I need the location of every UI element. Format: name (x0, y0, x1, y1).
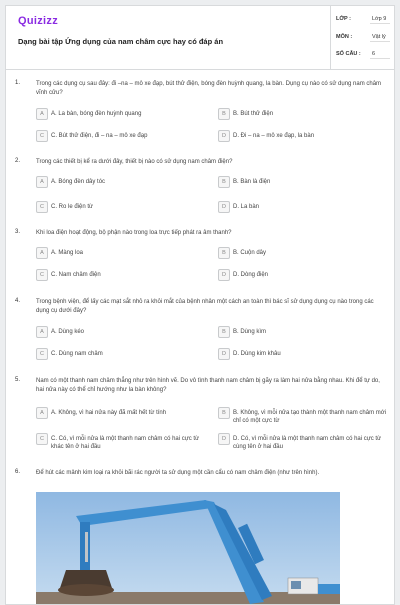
option-text: A. Không, vì hai nửa này đã mất hết từ tính (51, 410, 167, 416)
question-number: 1. (15, 80, 21, 86)
option-letter: D (218, 269, 230, 281)
option-text: B. Bàn là điện (233, 179, 271, 185)
option-letter: A (36, 176, 48, 188)
option-letter: B (218, 326, 230, 338)
meta-grade (336, 16, 392, 26)
worksheet-header (6, 6, 394, 70)
meta-value: 6 (370, 51, 390, 59)
meta-subject (336, 34, 392, 44)
option-letter: A (36, 108, 48, 120)
option-letter: C (36, 201, 48, 213)
question-number: 5. (15, 377, 21, 383)
option-letter: C (36, 348, 48, 360)
option-text: D. Đi – na – mô xe đạp, la bàn (233, 133, 315, 139)
option-text: A. Màng loa (51, 250, 84, 256)
meta-label: SỐ CÂU : (336, 51, 361, 57)
option-text: D. Có, vì mỗi nửa là một thanh nam châm có hai cực từ cùng tên ở hai đầu (233, 436, 382, 450)
option-text: B. Bút thử điện (233, 111, 274, 117)
option-letter: B (218, 108, 230, 120)
question-text: Trong các dụng cụ sau đây: đi –na – mô xe đạp, bút thử điện, bóng đèn huỳnh quang, la bàn. Dụng cụ nào có sử dụng nam châm vĩnh cửu? (36, 81, 382, 96)
option-text: D. Dùng kim khâu (233, 351, 281, 357)
option-letter: A (36, 247, 48, 259)
option-text: B. Cuộn dây (233, 250, 267, 256)
option-letter: D (218, 201, 230, 213)
option-letter: B (218, 247, 230, 259)
question-number: 2. (15, 158, 21, 164)
option-text: C. Nam châm điện (51, 272, 101, 278)
page-title: Dạng bài tập Ứng dụng của nam châm cực hay có đáp án (18, 37, 224, 46)
option-text: A. La bàn, bóng đèn huỳnh quang (51, 111, 142, 117)
header-divider (330, 6, 331, 70)
question-text: Khi loa điện hoạt động, bộ phận nào trong loa trực tiếp phát ra âm thanh? (36, 230, 232, 236)
option-letter: D (218, 433, 230, 445)
option-text: B. Dùng kìm (233, 329, 267, 335)
question-text: Nam có một thanh nam châm thẳng như trên hình vẽ. Do vô tình thanh nam châm bị gãy ra làm hai nửa bằng nhau. Khi để tự do, hai nửa này có thể chỉ hướng như la bàn không? (36, 378, 380, 393)
option-letter: C (36, 433, 48, 445)
option-text: C. Dùng nam châm (51, 351, 103, 357)
option-letter: D (218, 348, 230, 360)
option-letter: A (36, 326, 48, 338)
question-number: 4. (15, 298, 21, 304)
option-text: D. La bàn (233, 204, 260, 210)
option-text: C. Bút thử điện, đi – na – mô xe đạp (51, 133, 148, 139)
option-letter: B (218, 176, 230, 188)
meta-label: MÔN : (336, 34, 353, 40)
meta-value: Lớp 9 (370, 16, 390, 24)
meta-count (336, 51, 392, 61)
crane-photo (36, 492, 340, 605)
option-letter: D (218, 130, 230, 142)
option-text: C. Ro le điện từ (51, 204, 94, 210)
question-number: 3. (15, 229, 21, 235)
option-text: A. Bóng đèn dây tóc (51, 179, 106, 185)
worksheet (5, 5, 395, 605)
meta-value: Vật lý (370, 34, 390, 42)
question-number: 6. (15, 469, 21, 475)
question-text: Để hút các mảnh kim loại ra khỏi bãi rác người ta sử dụng một cần cẩu có nam châm điện (như trên hình). (36, 470, 320, 476)
crane-illustration (36, 492, 340, 605)
question-text: Trong bệnh viện, để lấy các mạt sắt nhỏ ra khỏi mắt của bệnh nhân một cách an toàn thì bác sĩ sử dụng dụng cụ nào trong các dụng cụ dưới đây? (36, 299, 374, 314)
option-letter: B (218, 407, 230, 419)
option-text: C. Có, vì mỗi nửa là một thanh nam châm có hai cực từ khác tên ở hai đầu (51, 436, 200, 450)
option-text: A. Dùng kéo (51, 329, 85, 335)
question-text: Trong các thiết bị kể ra dưới đây, thiết bị nào có sử dụng nam châm điện? (36, 159, 233, 165)
option-text: D. Dòng điện (233, 272, 269, 278)
quizizz-logo: Quizizz (18, 15, 58, 27)
meta-label: LỚP : (336, 16, 351, 22)
option-letter: C (36, 269, 48, 281)
option-letter: C (36, 130, 48, 142)
option-text: B. Không, vì mỗi nửa tạo thành một thanh nam châm mới chỉ có một cực từ (233, 410, 387, 424)
option-letter: A (36, 407, 48, 419)
